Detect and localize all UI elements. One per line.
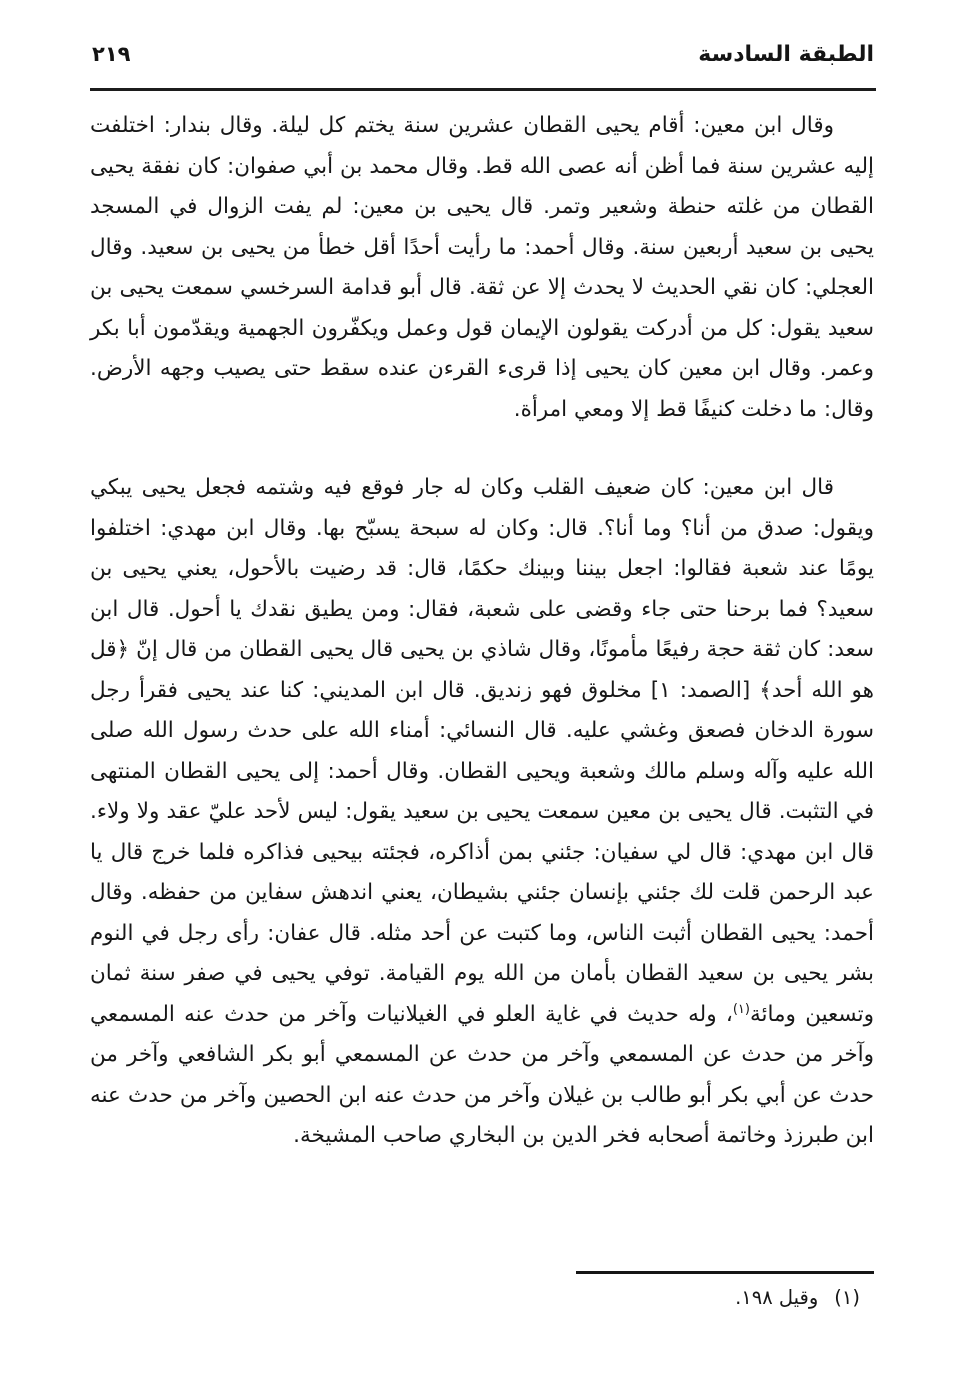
paragraph-2 <box>90 468 874 1157</box>
footnote <box>735 1286 860 1309</box>
footnote-marker: (١) <box>834 1286 860 1309</box>
paragraph-1: وقال ابن معين: أقام يحيى القطان عشرين سنة يختم كل ليلة. وقال بندار: اختلفت إليه عشرين سنة فما أظن أنه عصى الله قط. وقال محمد بن أبي صفوان: كان نفقة يحيى القطان من غلته حنطة وشعير وتمر. قال يحيى بن معين: لم يفت الزوال في المسجد يحيى بن سعيد أربعين سنة. وقال أحمد: ما رأيت أحدًا أقل خطأ من يحيى بن سعيد. وقال العجلي: كان نقي الحديث لا يحدث إلا عن ثقة. قال أبو قدامة السرخسي سمعت يحيى بن سعيد يقول: كل من أدركت يقولون الإيمان قول وعمل ويكفّرون الجهمية ويقدّمون أبا بكر وعمر. وقال ابن معين كان يحيى إذا قرىء القرءن عنده سقط حتى يصيب وجهه الأرض. وقال: ما دخلت كنيفًا قط إلا ومعي امرأة. <box>90 113 874 422</box>
footnote-divider <box>576 1271 874 1274</box>
chapter-title: الطبقة السادسة <box>698 42 874 67</box>
header-divider <box>90 88 876 91</box>
page-number: ٢١٩ <box>92 42 131 66</box>
paragraph-2-text-after-note: ، وله حديث في غاية العلو في الغيلانيات وآخر من حدث عنه المسمعي وآخر من حدث عن المسمعي وآخر من حدث عن المسمعي أبو بكر الشافعي وآخر من حدث عن أبي بكر أبو طالب بن غيلان وآخر من حدث عنه ابن الحصين وآخر من حدث عنه ابن طبرزذ وخاتمة أصحابه فخر الدين بن البخاري صاحب المشيخة. <box>90 1001 874 1148</box>
footnote-text: وقيل ١٩٨. <box>735 1286 819 1309</box>
main-text <box>90 106 874 1157</box>
footnote-reference-marker: (١) <box>732 1001 750 1017</box>
paragraph-2-text-before-note: قال ابن معين: كان ضعيف القلب وكان له جار فوقع فيه وشتمه فجعل يحيى يبكي ويقول: صدق من أنا؟ وما أنا؟. قال: وكان له سبحة يسبّح بها. وقال ابن مهدي: اختلفوا يومًا عند شعبة فقالوا: اجعل بيننا وبينك حكمًا، قال: قد رضيت بالأحول، يعني يحيى بن سعيد؟ فما برحنا حتى جاء وقضى على شعبة، فقال: ومن يطيق نقدك يا أحول. قال ابن سعد: كان ثقة حجة رفيعًا مأمونًا، وقال شاذي بن يحيى قال يحيى القطان من قال إنّ ﴿قل هو الله أحد﴾ [الصمد: ١] مخلوق فهو زنديق. قال ابن المديني: كنا عند يحيى فقرأ رجل سورة الدخان فصعق وغشي عليه. قال النسائي: أمناء الله على حدث رسول الله صلى الله عليه وآله وسلم مالك وشعبة ويحيى القطان. وقال أحمد: إلى يحيى القطان المنتهى في التثبت. قال يحيى بن معين سمعت يحيى بن سعيد يقول: ليس لأحد عليّ عقد ولا ولاء. قال ابن مهدي: قال لي سفيان: جئني بمن أذاكره، فجئته بيحيى فذاكره فلما خرج قال يا عبد الرحمن قلت لك جئني بإنسان جئني بشيطان، يعني اندهش سفاين من حفظه. وقال أحمد: يحيى القطان أثبت الناس، وما كتبت عن أحد مثله. قال عفان: رأى رجل في النوم بشر يحيى بن سعيد القطان بأمان من الله يوم القيامة. توفي يحيى في صفر سنة ثمان وتسعين ومائة <box>90 475 874 1027</box>
page-header <box>92 42 874 67</box>
